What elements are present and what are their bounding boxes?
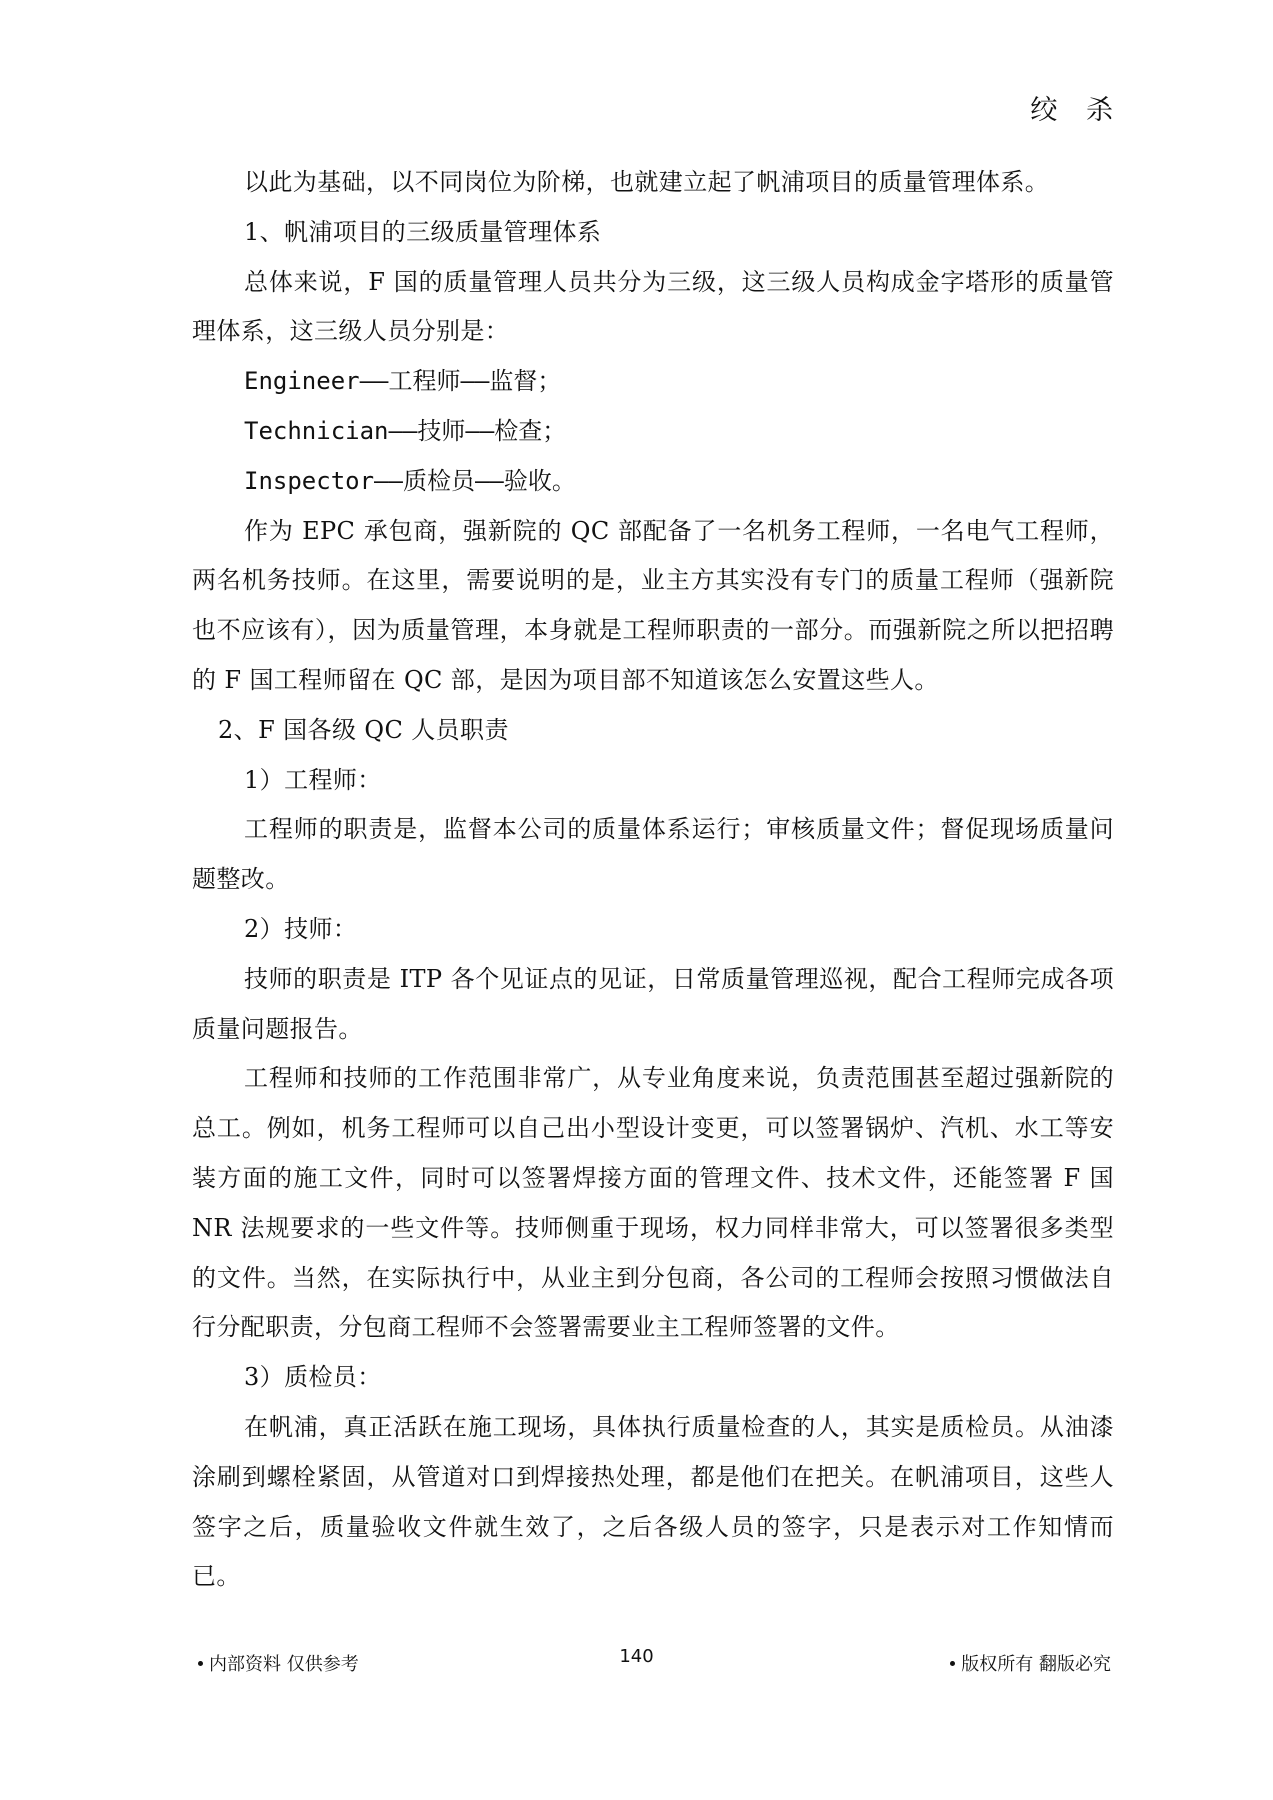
paragraph: 工程师和技师的工作范围非常广，从专业角度来说，负责范围甚至超过强新院的总工。例如，机务工程师可以自己出小型设计变更，可以签署锅炉、汽机、水工等安装方面的施工文件，同时可以签署焊接方面的管理文件、技术文件，还能签署 F 国 NR 法规要求的一些文件等。技师侧重于现场，权力同样非常大，可以签署很多类型的文件。当然，在实际执行中，从业主到分包商，各公司的工程师会按照习惯做法自行分配职责，分包商工程师不会签署需要业主工程师签署的文件。 (192, 1064, 1114, 1342)
page-number: 140 (619, 1646, 654, 1667)
paragraph: 总体来说，F 国的质量管理人员共分为三级，这三级人员构成金字塔形的质量管理体系，这三级人员分别是： (192, 267, 1114, 346)
bullet-icon (950, 1661, 955, 1666)
section-heading: 2、F 国各级 QC 人员职责 (218, 715, 509, 744)
footer-right-text: 版权所有 翻版必究 (961, 1654, 1111, 1675)
paragraph: 作为 EPC 承包商，强新院的 QC 部配备了一名机务工程师，一名电气工程师，两名机务技师。在这里，需要说明的是，业主方其实没有专门的质量工程师（强新院也不应该有），因为质量管理，本身就是工程师职责的一部分。而强新院之所以把招聘的 F 国工程师留在 QC 部，是因为项目部不知道该怎么安置这些人。 (192, 516, 1114, 694)
list-item: Engineer——工程师——监督； (244, 367, 562, 396)
paragraph: 技师的职责是 ITP 各个见证点的见证，日常质量管理巡视，配合工程师完成各项质量问题报告。 (192, 964, 1114, 1043)
document-body (192, 158, 1114, 1602)
section-heading: 1、帆浦项目的三级质量管理体系 (244, 217, 602, 246)
paragraph: 工程师的职责是，监督本公司的质量体系运行；审核质量文件；督促现场质量问题整改。 (192, 815, 1114, 894)
paragraph: 在帆浦，真正活跃在施工现场，具体执行质量检查的人，其实是质检员。从油漆涂刷到螺栓紧固，从管道对口到焊接热处理，都是他们在把关。在帆浦项目，这些人签字之后，质量验收文件就生效了，之后各级人员的签字，只是表示对工作知情而已。 (192, 1412, 1114, 1591)
list-item: Technician——技师——检查； (244, 416, 567, 445)
footer-right (950, 1650, 1111, 1676)
page-header-title: 绞 杀 (1030, 95, 1123, 126)
subsection-heading: 3）质检员： (244, 1363, 382, 1392)
list-item: Inspector——质检员——验收。 (244, 466, 576, 495)
footer-left-text: 内部资料 仅供参考 (209, 1654, 359, 1675)
subsection-heading: 1）工程师： (244, 765, 382, 794)
subsection-heading: 2）技师： (244, 914, 358, 943)
paragraph: 以此为基础，以不同岗位为阶梯，也就建立起了帆浦项目的质量管理体系。 (244, 168, 1050, 196)
